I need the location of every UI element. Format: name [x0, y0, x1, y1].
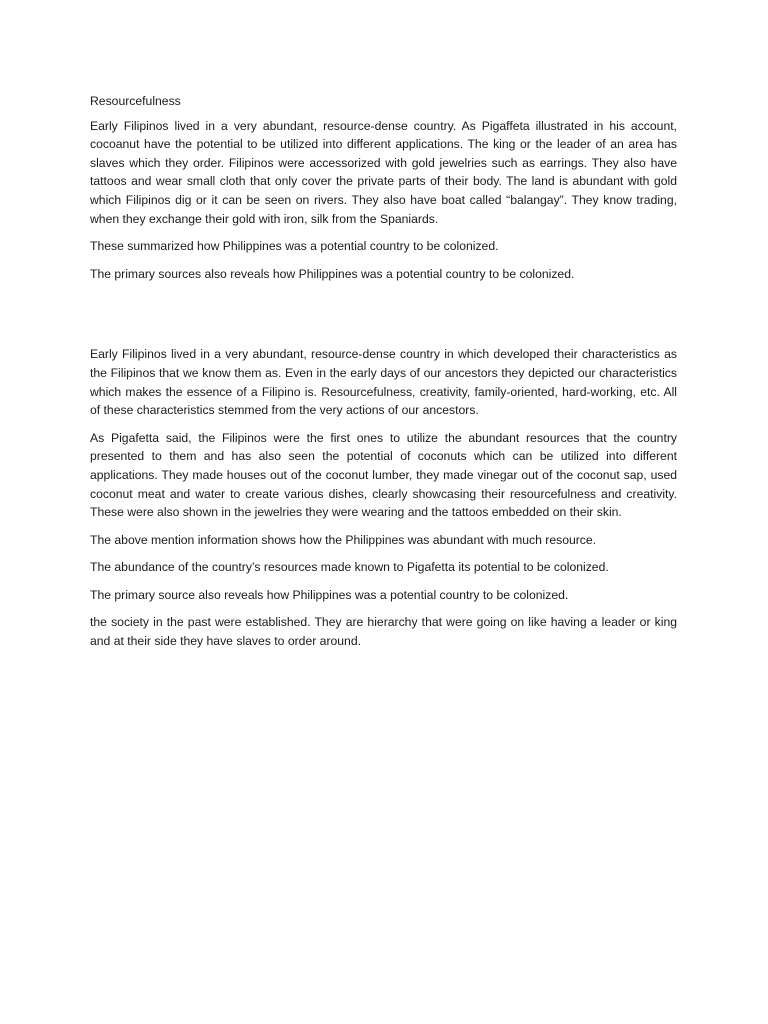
paragraph-primary-sources: The primary sources also reveals how Philippines was a potential country to be colonized. — [90, 266, 575, 281]
paragraph-pigafetta: As Pigafetta said, the Filipinos were the first ones to utilize the abundant resources that the country presented to them and has also seen the potential of coconuts which can be utilized into different applications. They made houses out of the coconut lumber, they made vinegar out of the coconut sap, used coconut meat and water to create various dishes, clearly showcasing their resourcefulness and creativity. These were also shown in the jewelries they were wearing and the tattoos embedded on their skin. — [90, 430, 677, 520]
paragraph-characteristics: Early Filipinos lived in a very abundant, resource-dense country in which developed their characteristics as the Filipinos that we know them as. Even in the early days of our ancestors they depicted our characteristics which makes the essence of a Filipino is. Resourcefulness, creativity, family-oriented, hard-working, etc. All of these characteristics stemmed from the very actions of our ancestors. — [90, 347, 677, 418]
document-title: Resourcefulness — [90, 94, 181, 108]
section-gap — [90, 292, 677, 345]
paragraph-summary: These summarized how Philippines was a potential country to be colonized. — [90, 239, 499, 254]
paragraph-potential-colonized: The abundance of the country’s resources made known to Pigafetta its potential to be colonized. — [90, 560, 609, 575]
paragraph-primary-source: The primary source also reveals how Philippines was a potential country to be colonized. — [90, 587, 569, 602]
document-page — [90, 92, 677, 660]
paragraph-abundance-info: The above mention information shows how the Philippines was abundant with much resource. — [90, 532, 597, 547]
paragraph-society-hierarchy: the society in the past were established. They are hierarchy that were going on like having a leader or king and at their side they have slaves to order around. — [90, 615, 677, 649]
paragraph-overview: Early Filipinos lived in a very abundant, resource-dense country. As Pigaffeta illustrated in his account, cocoanut have the potential to be utilized into different applications. The king or the leader of an area has slaves which they order. Filipinos were accessorized with gold jewelries such as earrings. They also have tattoos and wear small cloth that only cover the private parts of their body. The land is abundant with gold which Filipinos dig or it can be seen on rivers. They also have boat called “balangay”. They know trading, when they exchange their gold with iron, silk from the Spaniards. — [90, 118, 677, 226]
